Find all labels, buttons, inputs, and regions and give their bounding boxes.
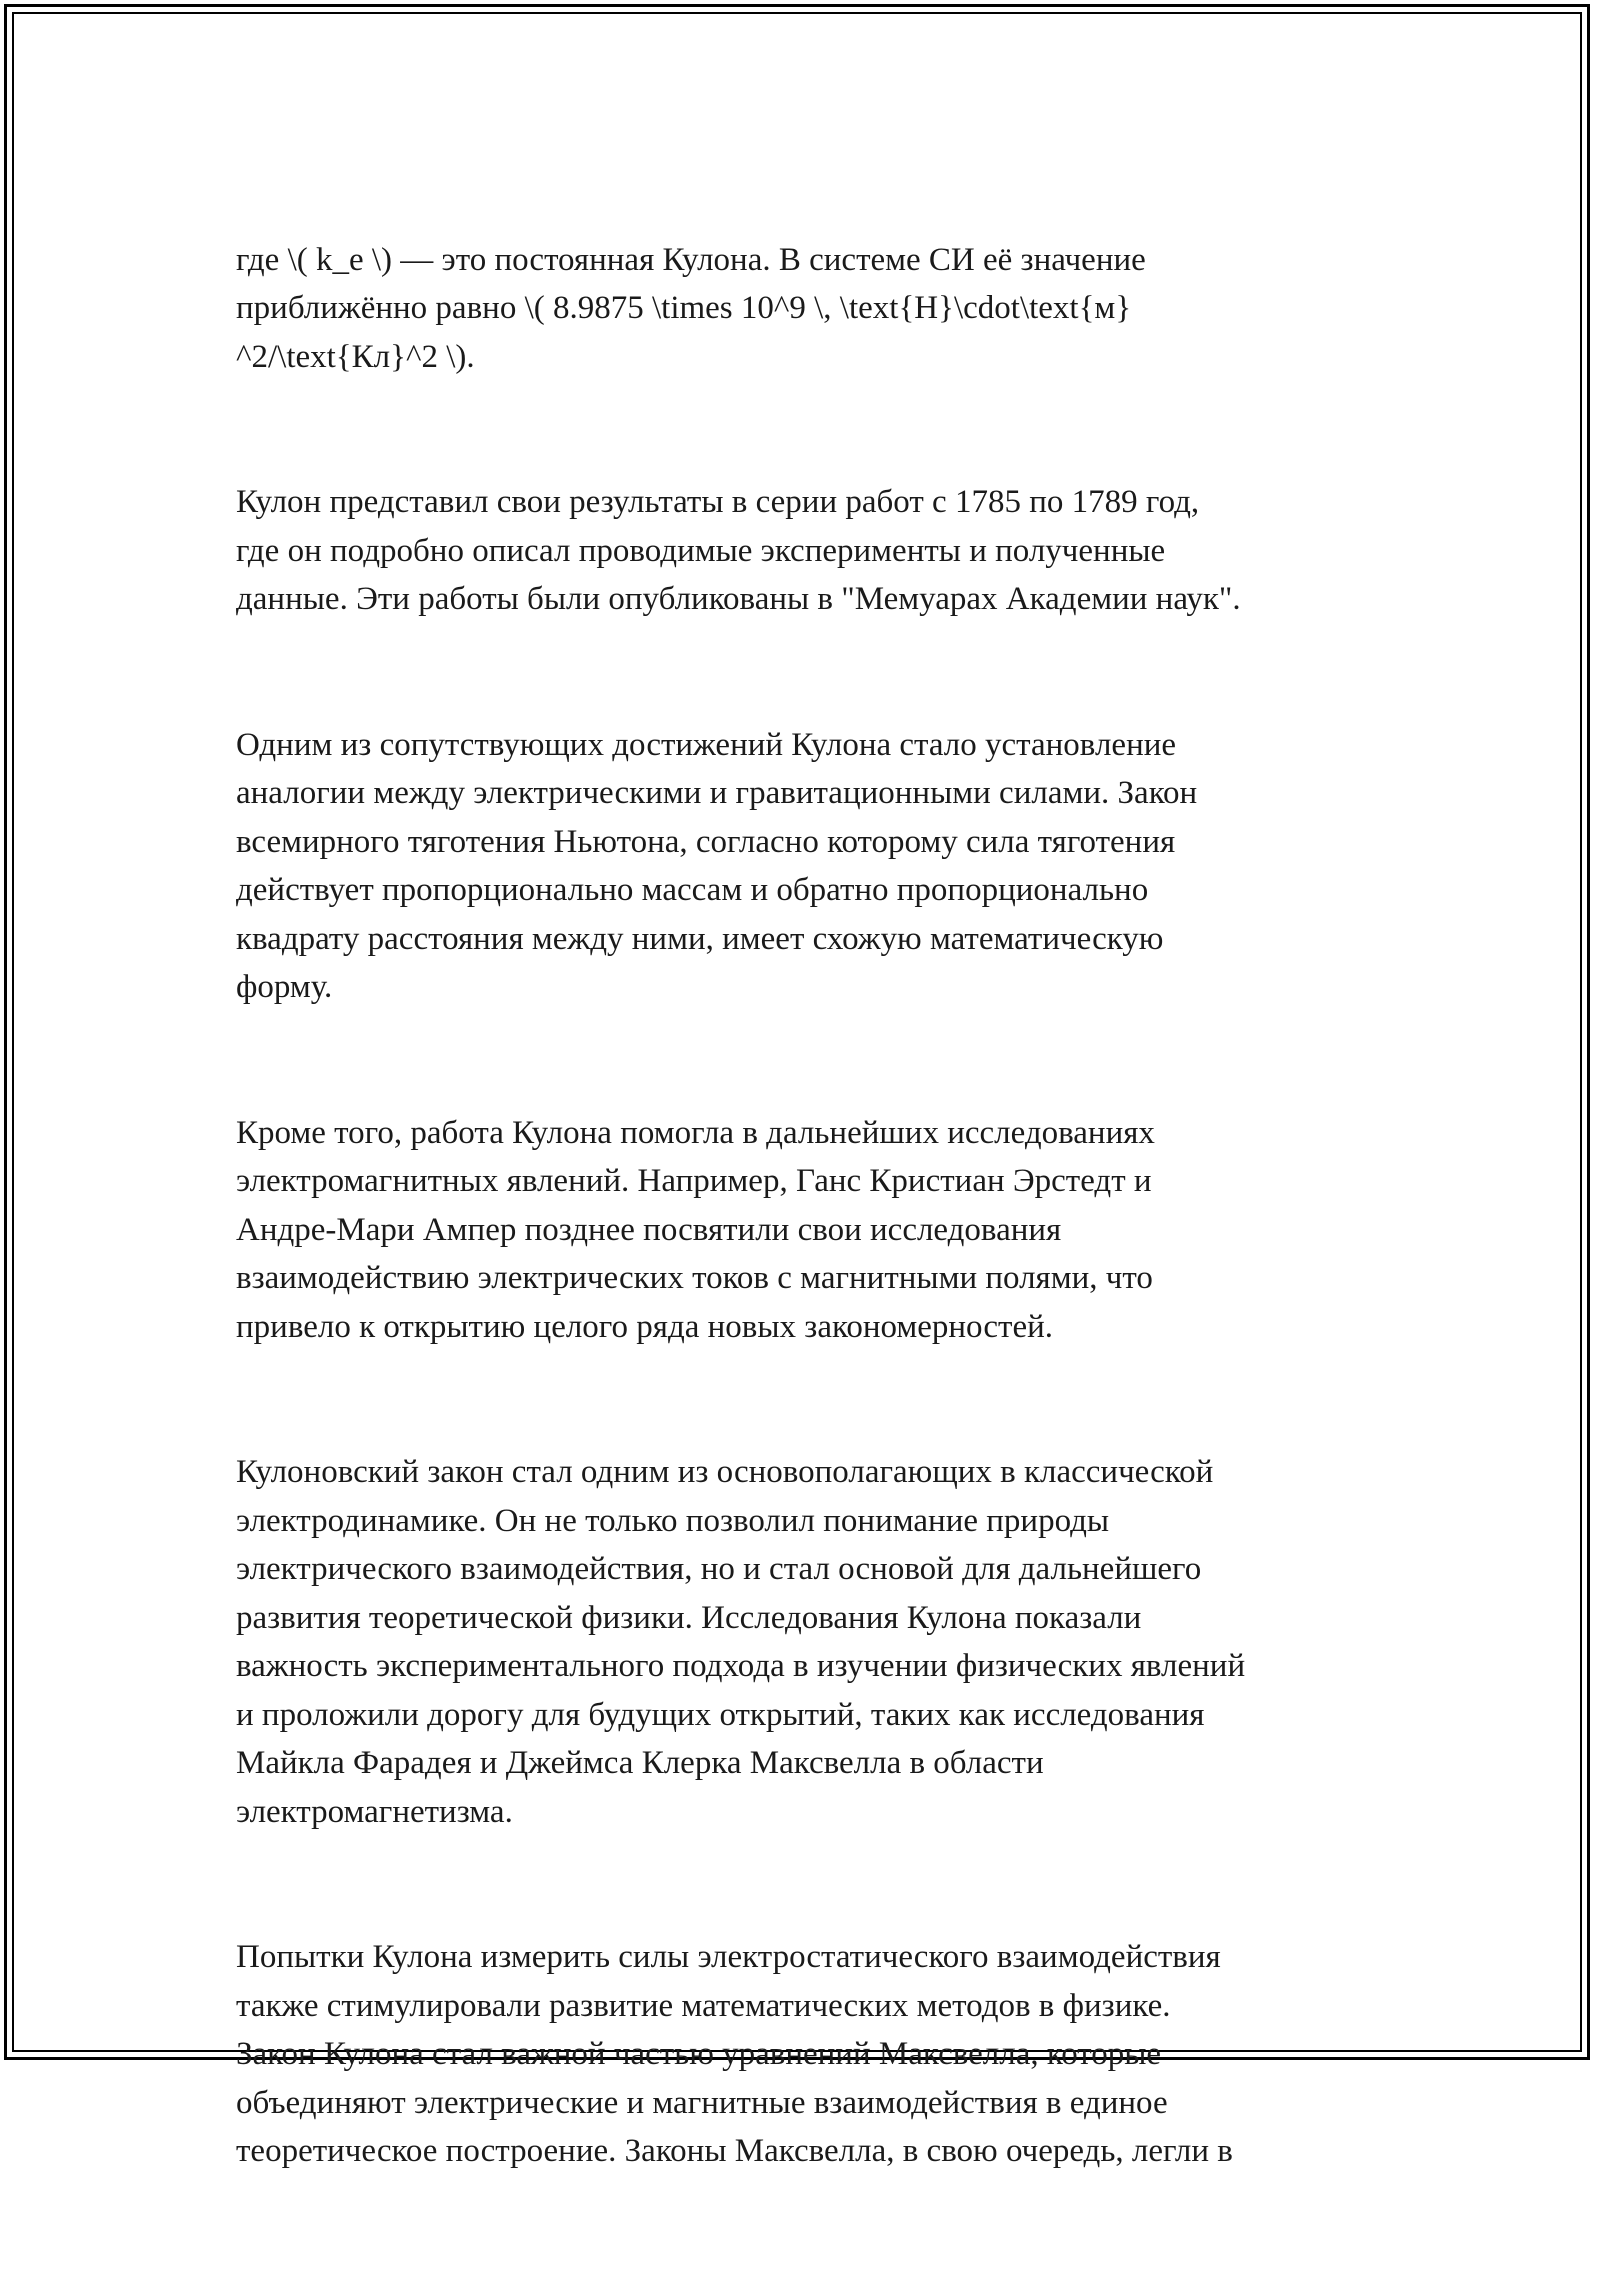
document-body [236, 187, 1376, 2273]
paragraph-maxwell-equations: Попытки Кулона измерить силы электростатического взаимодействия также стимулировали развитие математических методов в физике. Закон Кулона стал важной частью уравнений Максвелла, которые объединяют электрические и магнитные взаимодействия в единое теоретическое построение. Законы Максвелла, в свою очередь, легли в [236, 1939, 1233, 2169]
paragraph-electromagnetism-research: Кроме того, работа Кулона помогла в дальнейших исследованиях электромагнитных явлений. Например, Ганс Кристиан Эрстедт и Андре-Мари Ампер позднее посвятили свои исследования взаимодействию электрических токов с магнитными полями, что привело к открытию целого ряда новых закономерностей. [236, 1114, 1155, 1345]
paragraph-classical-electrodynamics: Кулоновский закон стал одним из основополагающих в классической электродинамике. Он не только позволил понимание природы электрического взаимодействия, но и стал основой для дальнейшего развития теоретической физики. Исследования Кулона показали важность экспериментального подхода в изучении физических явлений и проложили дорогу для будущих открытий, таких как исследования Майкла Фарадея и Джеймса Клерка Максвелла в области электромагнетизма. [236, 1454, 1246, 1830]
paragraph-publications: Кулон представил свои результаты в серии работ с 1785 по 1789 год, где он подробно описал проводимые эксперименты и полученные данные. Эти работы были опубликованы в "Мемуарах Академии наук". [236, 484, 1241, 617]
paragraph-gravity-analogy: Одним из сопутствующих достижений Кулона стало установление аналогии между электрическими и гравитационными силами. Закон всемирного тяготения Ньютона, согласно которому сила тяготения действует пропорционально массам и обратно пропорционально квадрату расстояния между ними, имеет схожую математическую форму. [236, 726, 1198, 1005]
paragraph-coulomb-constant: где \( k_e \) — это постоянная Кулона. В системе СИ её значение приближённо равно \( 8.9875 \times 10^9 \, \text{Н}\cdot\text{м} ^2/\text{Кл}^2 \). [236, 241, 1146, 375]
